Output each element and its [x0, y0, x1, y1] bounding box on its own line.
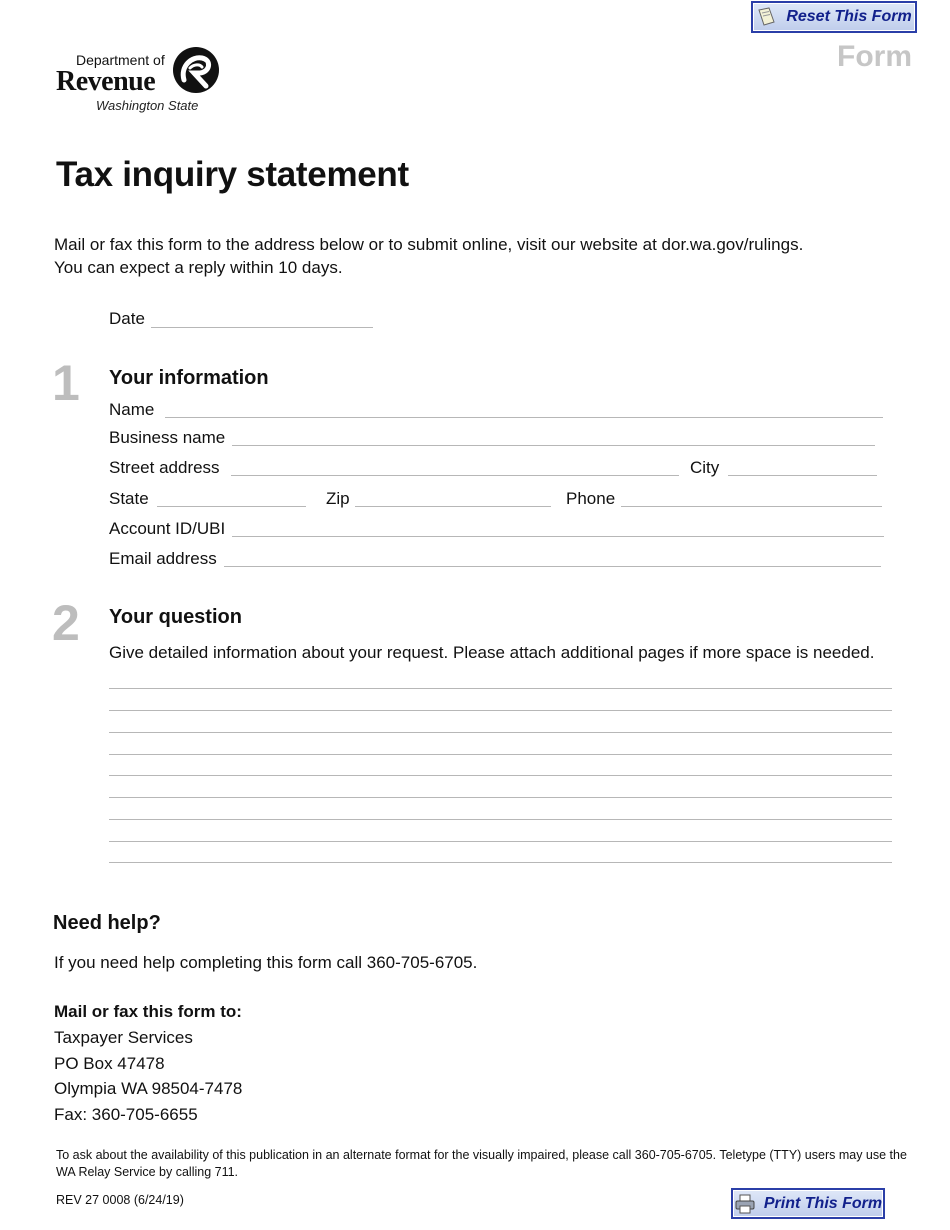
help-title: Need help?: [53, 912, 161, 934]
business-name-label: Business name: [109, 428, 226, 447]
mail-address-line: PO Box 47478: [54, 1054, 165, 1073]
city-field[interactable]: [728, 475, 877, 476]
reset-form-button[interactable]: [751, 1, 917, 33]
logo-state-text: Washington State: [96, 98, 199, 113]
state-field[interactable]: [157, 506, 306, 507]
question-line: [109, 797, 892, 798]
question-instruction: Give detailed information about your request. Please attach additional pages if more space is needed.: [109, 643, 875, 662]
question-line: [109, 732, 892, 733]
account-id-field[interactable]: [232, 536, 884, 537]
date-label: Date: [109, 309, 145, 328]
question-line: [109, 819, 892, 820]
printer-icon: [734, 1194, 756, 1214]
question-line: [109, 688, 892, 689]
date-field[interactable]: [151, 327, 373, 328]
print-button-label: Print This Form: [763, 1194, 883, 1212]
question-line: [109, 775, 892, 776]
mail-address-line: Taxpayer Services: [54, 1028, 193, 1047]
phone-label: Phone: [566, 489, 616, 508]
question-line: [109, 710, 892, 711]
revision-code: REV 27 0008 (6/24/19): [56, 1193, 184, 1207]
logo-department-text: Department of: [76, 52, 165, 68]
street-address-field[interactable]: [231, 475, 679, 476]
city-label: City: [690, 458, 720, 477]
revenue-swirl-icon: [170, 46, 222, 98]
name-field[interactable]: [165, 417, 883, 418]
accessibility-notice: To ask about the availability of this publication in an alternate format for the visually impaired, please call 360-705-6705. Teletype (TTY) users may use the WA Relay Service by calling 711.: [56, 1148, 907, 1179]
section-2-title: Your question: [109, 606, 242, 628]
mail-address-line: Olympia WA 98504-7478: [54, 1079, 243, 1098]
business-name-field[interactable]: [232, 445, 875, 446]
question-line: [109, 754, 892, 755]
print-form-button[interactable]: [731, 1188, 885, 1219]
email-label: Email address: [109, 549, 217, 568]
street-address-label: Street address: [109, 458, 220, 477]
question-line: [109, 862, 892, 863]
name-label: Name: [109, 400, 155, 419]
dor-logo: [56, 46, 236, 118]
section-1-number: 1: [52, 355, 80, 411]
question-line: [109, 841, 892, 842]
account-id-label: Account ID/UBI: [109, 519, 226, 538]
intro-line-1: Mail or fax this form to the address below or to submit online, visit our website at dor.wa.gov/rulings.: [54, 235, 804, 254]
eraser-page-icon: [756, 7, 778, 27]
email-field[interactable]: [224, 566, 881, 567]
state-label: State: [109, 489, 149, 508]
section-1-title: Your information: [109, 367, 269, 389]
zip-field[interactable]: [355, 506, 551, 507]
mail-title: Mail or fax this form to:: [54, 1002, 242, 1021]
mail-fax-line: Fax: 360-705-6655: [54, 1105, 198, 1124]
logo-revenue-text: Revenue: [56, 66, 156, 97]
form-label: Form: [837, 40, 912, 73]
help-text: If you need help completing this form call 360-705-6705.: [54, 953, 478, 972]
reset-button-label: Reset This Form: [786, 8, 912, 25]
phone-field[interactable]: [621, 506, 882, 507]
intro-line-2: You can expect a reply within 10 days.: [54, 258, 343, 277]
page-title: Tax inquiry statement: [56, 155, 409, 194]
zip-label: Zip: [326, 489, 350, 508]
section-2-number: 2: [52, 595, 80, 651]
